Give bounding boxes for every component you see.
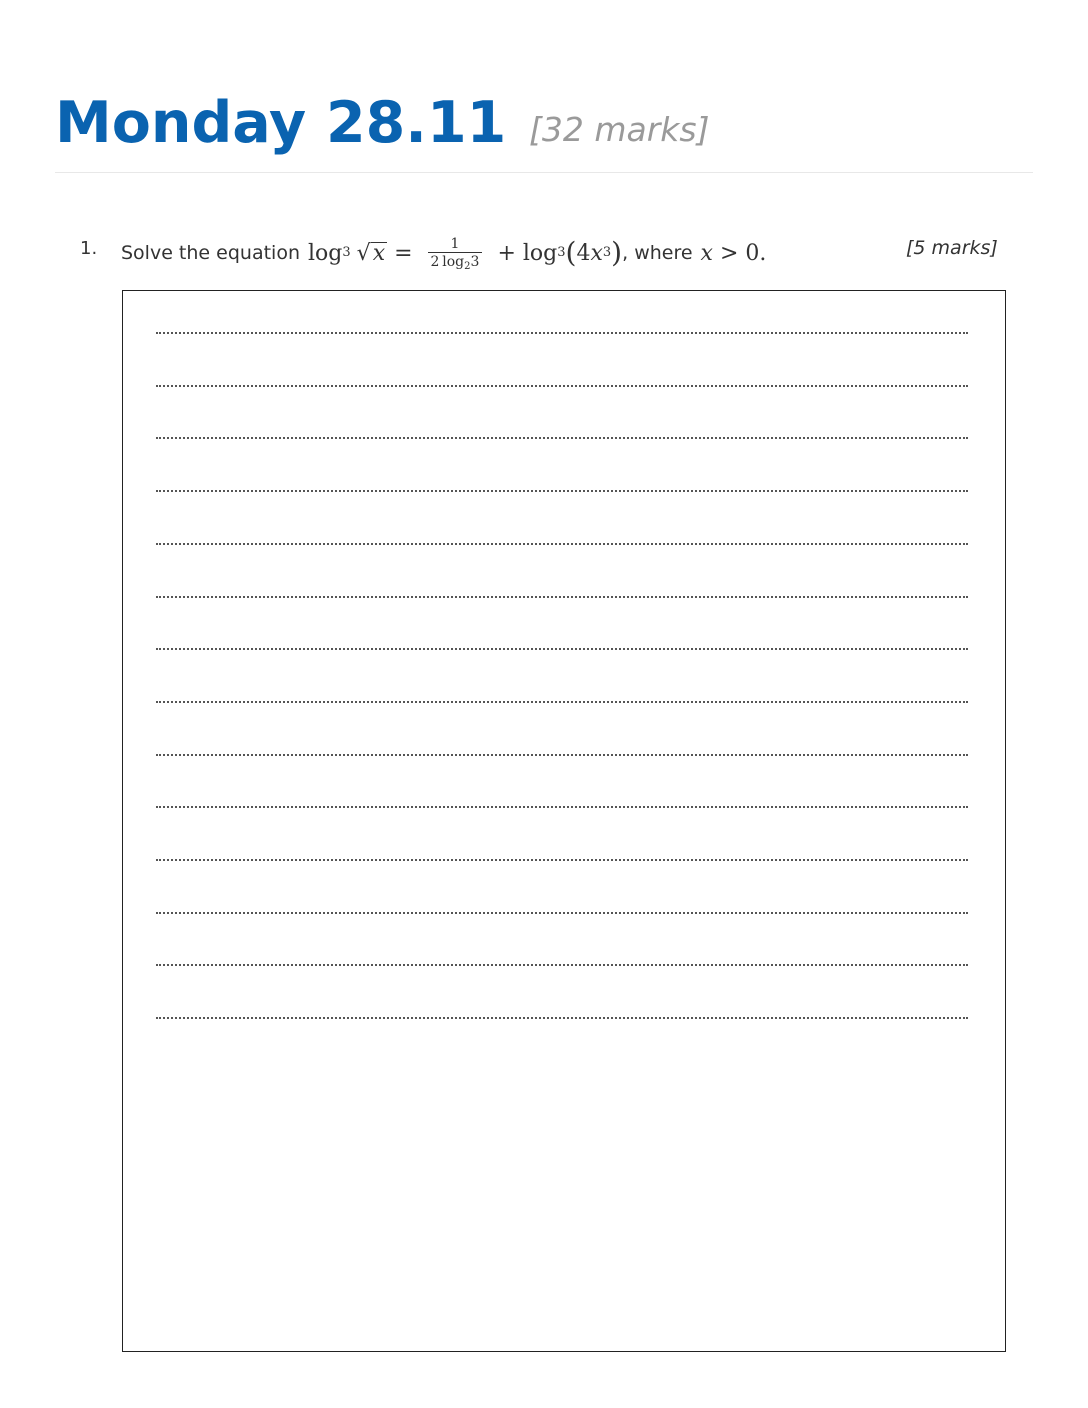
page-header <box>55 88 1033 173</box>
answer-line <box>156 490 968 492</box>
greater-than-sign: > <box>719 240 739 266</box>
answer-line <box>156 1017 968 1019</box>
answer-line <box>156 806 968 808</box>
answer-line <box>156 912 968 914</box>
answer-line <box>156 543 968 545</box>
radical-sign: √ <box>356 240 371 266</box>
answer-line <box>156 437 968 439</box>
fraction <box>428 236 483 270</box>
answer-line <box>156 648 968 650</box>
answer-box[interactable] <box>122 290 1006 1352</box>
answer-line <box>156 701 968 703</box>
equals-sign: = <box>394 240 413 266</box>
fraction-numerator: 1 <box>450 236 460 252</box>
log-function: log <box>308 240 343 266</box>
page-title: Monday 28.11 <box>55 90 507 156</box>
answer-line <box>156 964 968 966</box>
plus-sign: + <box>497 240 516 266</box>
answer-line <box>156 859 968 861</box>
log-function-2: log <box>522 240 558 266</box>
answer-line <box>156 754 968 756</box>
question-middle: , where <box>622 242 693 264</box>
variable-x-2: x <box>590 240 603 266</box>
question-text <box>121 230 766 276</box>
condition-value: 0. <box>745 240 767 266</box>
square-root <box>357 242 387 265</box>
variable-x: x <box>372 240 386 266</box>
answer-line <box>156 596 968 598</box>
question-prefix: Solve the equation <box>121 242 300 264</box>
coefficient: 4 <box>576 240 591 266</box>
open-paren: ( <box>565 236 577 269</box>
question-marks: [5 marks] <box>906 237 998 259</box>
condition <box>701 241 767 266</box>
answer-line <box>156 385 968 387</box>
close-paren: ) <box>611 236 623 269</box>
equation: log 3 √ x = $\frac{1}{2 \log_23}$ + log 3 ( 4 x 3 ) <box>308 236 623 272</box>
question-number: 1. <box>80 238 98 259</box>
total-marks: [32 marks] <box>529 110 710 149</box>
condition-variable: x <box>700 240 713 266</box>
fraction-denominator: 2 $\log_23$ <box>428 252 483 270</box>
answer-line <box>156 332 968 334</box>
